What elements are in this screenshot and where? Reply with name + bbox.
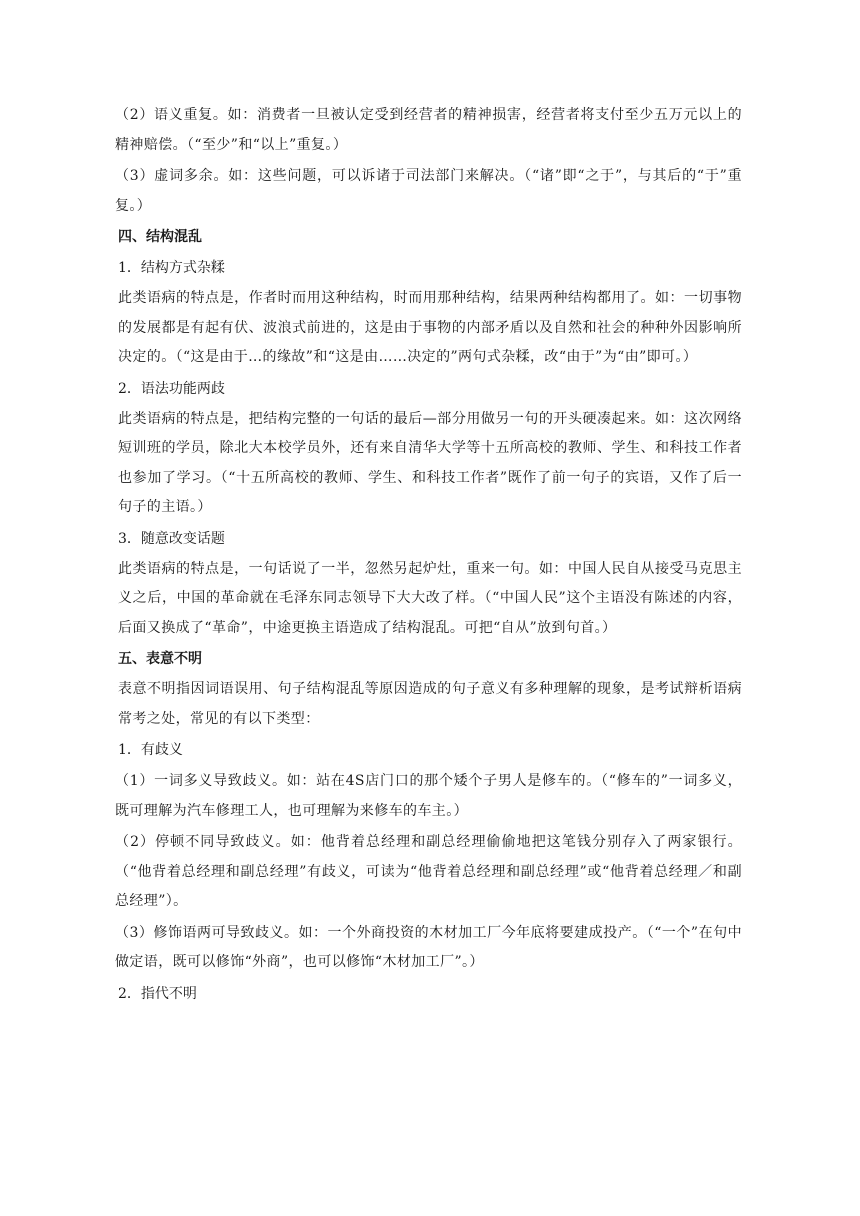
subheading-topic-change: 3．随意改变话题 <box>118 530 225 547</box>
subheading-unclear-reference: 2．指代不明 <box>118 985 197 1002</box>
subheading-structure-mix: 1．结构方式杂糅 <box>118 260 225 276</box>
item-semantic-repetition: （2）语义重复。如：消费者一旦被认定受到经营者的精神损害，经营者将支付至少五万元以上的精神赔偿。（“至少”和“以上”重复。） <box>115 107 742 153</box>
item-polysemy: （1）一词多义导致歧义。如：站在4S店门口的那个矮个子男人是修车的。（“修车的”一词多义，既可理解为汽车修理工人，也可理解为来修车的车主。） <box>115 773 742 819</box>
item-redundant-function-word: （3）虚词多余。如：这些问题，可以诉诸于司法部门来解决。（“诸”即“之于”，与其后的“于”重复。） <box>115 168 742 214</box>
item-pause-ambiguity: （2）停顿不同导致歧义。如：他背着总经理和副总经理偷偷地把这笔钱分别存入了两家银行。（“他背着总经理和副总经理”有歧义，可读为“他背着总经理和副总经理”或“他背着总经理／和副总经理”）。 <box>115 834 742 909</box>
paragraph-grammar-ambiguity: 此类语病的特点是，把结构完整的一句话的最后—部分用做另一句的开头硬凑起来。如：这次网络短训班的学员，除北大本校学员外，还有来自清华大学等十五所高校的教师、学生、和科技工作者也参加了学习。（“十五所高校的教师、学生、和科技工作者”既作了前一句子的宾语，又作了后一句子的主语。） <box>118 410 742 515</box>
section-heading-structure-confusion: 四、结构混乱 <box>118 229 202 245</box>
item-modifier-ambiguity: （3）修饰语两可导致歧义。如：一个外商投资的木材加工厂今年底将要建成投产。（“一个”在句中做定语，既可以修饰“外商”，也可以修饰“木材加工厂”。） <box>115 924 742 970</box>
paragraph-unclear-meaning: 表意不明指因词语误用、句子结构混乱等原因造成的句子意义有多种理解的现象，是考试辩析语病常考之处，常见的有以下类型： <box>118 681 742 727</box>
document-body <box>115 99 742 1009</box>
subheading-grammar-ambiguity: 2．语法功能两歧 <box>118 380 225 397</box>
subheading-ambiguity: 1．有歧义 <box>118 742 183 758</box>
paragraph-structure-mix: 此类语病的特点是，作者时而用这种结构，时而用那种结构，结果两种结构都用了。如：一切事物的发展都是有起有伏、波浪式前进的，这是由于事物的内部矛盾以及自然和社会的种种外因影响所决定的。（“这是由于…的缘故”和“这是由……决定的”两句式杂糅，改“由于”为“由”即可。） <box>118 290 742 365</box>
section-heading-unclear-meaning: 五、表意不明 <box>118 651 202 667</box>
paragraph-topic-change: 此类语病的特点是，一句话说了一半，忽然另起炉灶，重来一句。如：中国人民自从接受马克思主义之后，中国的革命就在毛泽东同志领导下大大改了样。（“中国人民”这个主语没有陈述的内容，后面又换成了“革命”，中途更换主语造成了结构混乱。可把“自从”放到句首。） <box>118 560 742 636</box>
